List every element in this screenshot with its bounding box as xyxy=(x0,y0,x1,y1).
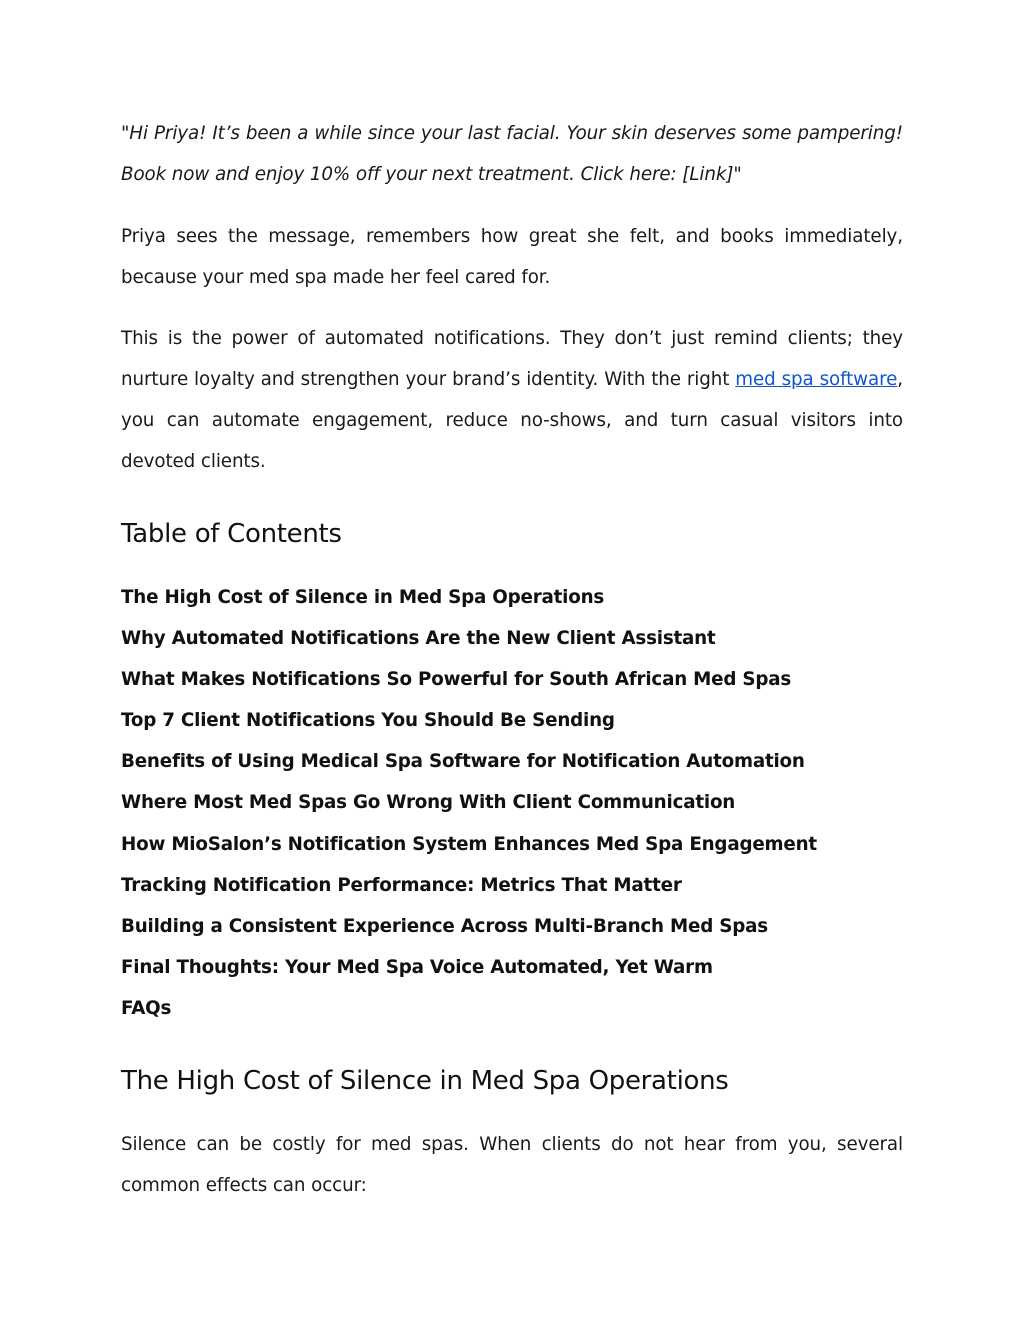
section-title: The High Cost of Silence in Med Spa Operations xyxy=(121,1066,729,1096)
toc-item-miosalon-notification-system[interactable]: How MioSalon’s Notification System Enhances Med Spa Engagement xyxy=(121,833,817,855)
toc-item-high-cost-of-silence[interactable]: The High Cost of Silence in Med Spa Operations xyxy=(121,587,605,608)
toc-item-where-med-spas-go-wrong[interactable]: Where Most Med Spas Go Wrong With Client Communication xyxy=(121,792,736,814)
paragraph-text-before-link: This is the power of automated notifications. They don’t just remind clients; they nurture loyalty and strengthen your brand’s identity. With the right xyxy=(121,328,903,390)
toc-item-tracking-performance[interactable]: Tracking Notification Performance: Metrics That Matter xyxy=(121,874,682,896)
section-body-paragraph: Silence can be costly for med spas. When clients do not hear from you, several common effects can occur: xyxy=(121,1134,903,1196)
automation-paragraph xyxy=(121,318,903,482)
toc-item-top-7-notifications[interactable]: Top 7 Client Notifications You Should Be Sending xyxy=(121,710,615,732)
table-of-contents xyxy=(121,577,903,1029)
intro-paragraph: Priya sees the message, remembers how great she felt, and books immediately, because your med spa made her feel cared for. xyxy=(121,226,903,288)
toc-item-multi-branch-experience[interactable]: Building a Consistent Experience Across Multi-Branch Med Spas xyxy=(121,915,768,937)
toc-item-faqs[interactable]: FAQs xyxy=(121,997,172,1019)
toc-item-south-african-med-spas[interactable]: What Makes Notifications So Powerful for South African Med Spas xyxy=(121,669,792,691)
sms-quote-paragraph: "Hi Priya! It’s been a while since your last facial. Your skin deserves some pampering! Book now and enjoy 10% off your next treatment. Click here: [Link]" xyxy=(121,123,903,185)
toc-item-final-thoughts[interactable]: Final Thoughts: Your Med Spa Voice Automated, Yet Warm xyxy=(121,956,713,978)
med-spa-software-link[interactable]: med spa software xyxy=(735,369,898,390)
toc-title: Table of Contents xyxy=(121,519,342,549)
toc-item-benefits-software[interactable]: Benefits of Using Medical Spa Software for Notification Automation xyxy=(121,751,805,773)
toc-item-automated-notifications[interactable]: Why Automated Notifications Are the New Client Assistant xyxy=(121,628,716,650)
paragraph-text-after-link: , you can automate engagement, reduce no-shows, and turn casual visitors into devoted clients. xyxy=(121,369,903,472)
